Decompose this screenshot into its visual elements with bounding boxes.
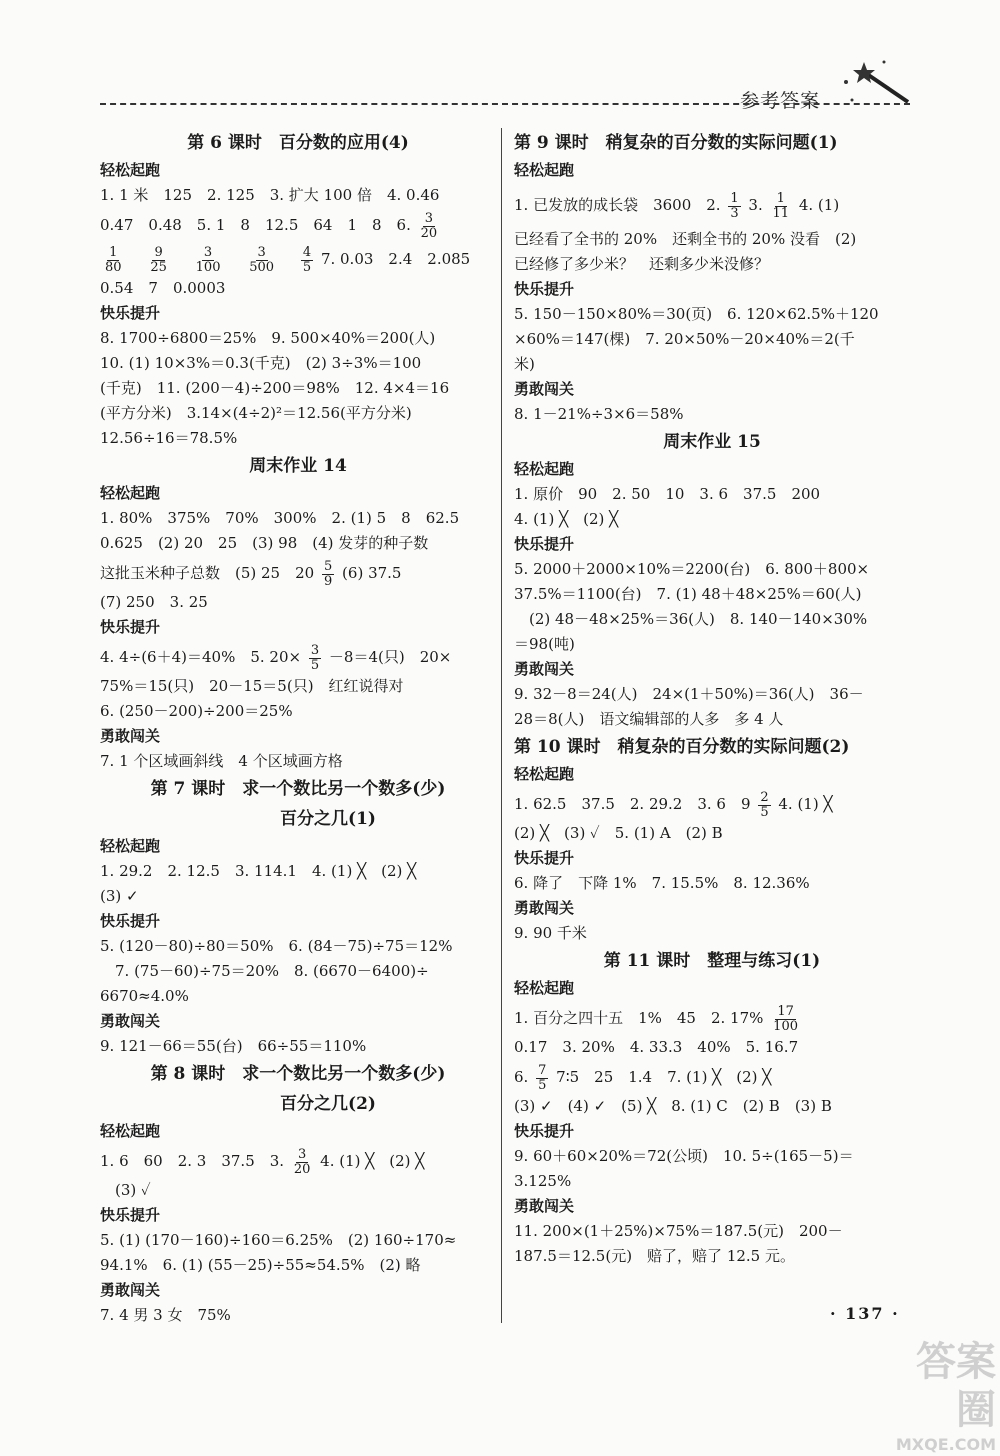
left-column bbox=[100, 128, 496, 1328]
answer-line: 0.17 3. 20% 4. 33.3 40% 5. 16.7 bbox=[514, 1038, 799, 1056]
answer-line: (2) 48－48×25%＝36(人) 8. 140－140×30% bbox=[514, 610, 868, 628]
heading-easy-start: 轻松起跑 bbox=[514, 161, 575, 179]
answer-line: 9. 90 千米 bbox=[514, 924, 587, 942]
fraction: $\frac{1}{11}$ bbox=[772, 190, 790, 221]
lesson-6-title: 第 6 课时 百分数的应用(4) bbox=[187, 133, 409, 153]
fraction: $\frac{3}{100}$ bbox=[195, 244, 221, 275]
answer-line: (3) ✓ (4) ✓ (5) ╳ 8. (1) C (2) B (3) B bbox=[514, 1097, 832, 1115]
heading-happy-improve: 快乐提升 bbox=[100, 1206, 161, 1224]
answer-line: 8. 1700÷6800＝25% 9. 500×40%＝200(人) bbox=[100, 329, 436, 347]
heading-easy-start: 轻松起跑 bbox=[514, 765, 575, 783]
answer-text: 1. 已发放的成长袋 3600 2. bbox=[514, 196, 721, 214]
answer-line: 6. 降了 下降 1% 7. 15.5% 8. 12.36% bbox=[514, 874, 810, 892]
answer-line: 5. 2000＋2000×10%＝2200(台) 6. 800＋800× bbox=[514, 560, 870, 578]
answer-line bbox=[514, 1060, 910, 1094]
answer-line: 8. 1－21%÷3×6＝58% bbox=[514, 405, 684, 423]
answer-line bbox=[514, 183, 910, 227]
answer-line: 9. 121－66＝55(台) 66÷55＝110% bbox=[100, 1037, 367, 1055]
answer-line: 已经修了多少米？ 还剩多少米没修？ bbox=[514, 255, 770, 273]
answer-line: 5. (1) (170－160)÷160＝6.25% (2) 160÷170≈ bbox=[100, 1231, 457, 1249]
answer-line: 94.1% 6. (1) (55－25)÷55≈54.5% (2) 略 bbox=[100, 1256, 421, 1274]
header-label: 参考答案 bbox=[740, 90, 821, 112]
lesson-8-subtitle: 百分之几(2) bbox=[280, 1094, 376, 1114]
answer-line: 4. (1) ╳ (2) ╳ bbox=[514, 510, 619, 528]
fraction: $\frac{17}{100}$ bbox=[773, 1003, 798, 1034]
heading-happy-improve: 快乐提升 bbox=[514, 535, 575, 553]
lesson-7-title: 第 7 课时 求一个数比另一个数多(少) bbox=[150, 779, 446, 799]
fraction: $\frac{3}{5}$ bbox=[310, 642, 320, 673]
heading-easy-start: 轻松起跑 bbox=[100, 1122, 161, 1140]
fraction: $\frac{3}{20}$ bbox=[420, 210, 438, 241]
answer-line: 10. (1) 10×3%＝0.3(千克) (2) 3÷3%＝100 bbox=[100, 354, 422, 372]
answer-line: 0.54 7 0.0003 bbox=[100, 279, 226, 297]
answer-text: 4. (1) ╳ bbox=[778, 795, 833, 813]
answer-line: ×60%＝147(棵) 7. 20×50%－20×40%＝2(千 bbox=[514, 330, 855, 348]
heading-happy-improve: 快乐提升 bbox=[100, 618, 161, 636]
heading-easy-start: 轻松起跑 bbox=[100, 484, 161, 502]
answer-line: 1. 1 米 125 2. 125 3. 扩大 100 倍 4. 0.46 bbox=[100, 186, 440, 204]
answer-line: 已经看了全书的 20% 还剩全书的 20% 没看 (2) bbox=[514, 230, 857, 248]
answer-line bbox=[100, 556, 496, 590]
weekend-15-section bbox=[514, 427, 910, 732]
heading-happy-improve: 快乐提升 bbox=[514, 1122, 575, 1140]
answer-line: 1. 29.2 2. 12.5 3. 114.1 4. (1) ╳ (2) ╳ bbox=[100, 862, 417, 880]
lesson-9-title: 第 9 课时 稍复杂的百分数的实际问题(1) bbox=[514, 133, 838, 153]
fraction: $\frac{3}{500}$ bbox=[249, 244, 275, 275]
page-number: · 137 · bbox=[830, 1304, 900, 1323]
answer-line bbox=[100, 242, 496, 276]
weekend-14-title: 周末作业 14 bbox=[249, 456, 347, 476]
answer-line: 5. 150－150×80%＝30(页) 6. 120×62.5%＋120 bbox=[514, 305, 879, 323]
answer-line: 6. (250－200)÷200＝25% bbox=[100, 702, 293, 720]
answer-text: 0.47 0.48 5. 1 8 12.5 64 1 8 6. bbox=[100, 216, 411, 234]
answer-line: 28＝8(人) 语文编辑部的人多 多 4 人 bbox=[514, 710, 784, 728]
answer-text: 4. 4÷(6＋4)＝40% 5. 20× bbox=[100, 648, 302, 666]
heading-happy-improve: 快乐提升 bbox=[514, 849, 575, 867]
fraction: $\frac{1}{3}$ bbox=[730, 190, 739, 221]
answer-text: 1. 百分之四十五 1% 45 2. 17% bbox=[514, 1009, 764, 1027]
answer-line: (3) ✓ bbox=[100, 887, 139, 905]
lesson-8-title: 第 8 课时 求一个数比另一个数多(少) bbox=[150, 1064, 446, 1084]
answer-text: 3. bbox=[748, 196, 763, 214]
answer-line: (7) 250 3. 25 bbox=[100, 593, 208, 611]
answer-line: 187.5＝12.5(元) 赔了，赔了 12.5 元。 bbox=[514, 1247, 795, 1265]
answer-line: 9. 60＋60×20%＝72(公顷) 10. 5÷(165－5)＝ bbox=[514, 1147, 854, 1165]
heading-happy-improve: 快乐提升 bbox=[100, 304, 161, 322]
answer-line bbox=[514, 1001, 910, 1035]
heading-brave-challenge: 勇敢闯关 bbox=[100, 727, 161, 745]
heading-happy-improve: 快乐提升 bbox=[100, 912, 161, 930]
answer-text: 7. 0.03 2.4 2.085 bbox=[320, 250, 471, 268]
fraction: $\frac{5}{9}$ bbox=[323, 558, 333, 589]
lesson-8-section bbox=[100, 1059, 496, 1328]
answer-line: 12.56÷16＝78.5% bbox=[100, 429, 238, 447]
lesson-11-title: 第 11 课时 整理与练习(1) bbox=[603, 951, 821, 971]
answer-text: 这批玉米种子总数 (5) 25 20 bbox=[100, 564, 315, 582]
heading-brave-challenge: 勇敢闯关 bbox=[514, 1197, 575, 1215]
answer-line: 7. 1 个区域画斜线 4 个区域画方格 bbox=[100, 752, 343, 770]
answer-line: 7. 4 男 3 女 75% bbox=[100, 1306, 231, 1324]
answer-text: －8＝4(只) 20× bbox=[328, 648, 452, 666]
watermark bbox=[878, 1338, 996, 1454]
answer-line: 0.625 (2) 20 25 (3) 98 (4) 发芽的种子数 bbox=[100, 534, 429, 552]
lesson-7-subtitle: 百分之几(1) bbox=[280, 809, 376, 829]
answer-line: ＝98(吨) bbox=[514, 635, 575, 653]
answer-line: 37.5%＝1100(台) 7. (1) 48＋48×25%＝60(人) bbox=[514, 585, 862, 603]
heading-easy-start: 轻松起跑 bbox=[100, 161, 161, 179]
heading-easy-start: 轻松起跑 bbox=[514, 460, 575, 478]
answer-text: 4. (1) bbox=[798, 196, 840, 214]
answer-line bbox=[100, 1144, 496, 1178]
answer-text: 1. 62.5 37.5 2. 29.2 3. 6 9 bbox=[514, 795, 751, 813]
fraction: $\frac{1}{80}$ bbox=[105, 244, 122, 275]
heading-brave-challenge: 勇敢闯关 bbox=[100, 1012, 161, 1030]
watermark-logo: 答案圈 bbox=[916, 1339, 996, 1433]
header-divider bbox=[100, 103, 910, 105]
answer-line: 3.125% bbox=[514, 1172, 572, 1190]
answer-line: 1. 80% 375% 70% 300% 2. (1) 5 8 62.5 bbox=[100, 509, 460, 527]
lesson-9-section bbox=[514, 128, 910, 427]
answer-line: (千克) 11. (200－4)÷200＝98% 12. 4×4＝16 bbox=[100, 379, 450, 397]
answer-text: 4. (1) ╳ (2) ╳ bbox=[320, 1152, 425, 1170]
answer-line: 75%＝15(只) 20－15＝5(只) 红红说得对 bbox=[100, 677, 404, 695]
heading-easy-start: 轻松起跑 bbox=[100, 837, 161, 855]
answer-line: 7. (75－60)÷75＝20% 8. (6670－6400)÷ bbox=[100, 962, 429, 980]
answer-line: (3) ✓ bbox=[100, 1181, 151, 1199]
answer-text: 1. 6 60 2. 3 37.5 3. bbox=[100, 1152, 285, 1170]
fraction: $\frac{2}{5}$ bbox=[760, 789, 769, 820]
heading-happy-improve: 快乐提升 bbox=[514, 280, 575, 298]
weekend-15-title: 周末作业 15 bbox=[663, 432, 761, 452]
answer-text: (6) 37.5 bbox=[342, 564, 402, 582]
watermark-url: MXQE.COM bbox=[895, 1435, 996, 1454]
heading-brave-challenge: 勇敢闯关 bbox=[100, 1281, 161, 1299]
heading-brave-challenge: 勇敢闯关 bbox=[514, 899, 575, 917]
heading-brave-challenge: 勇敢闯关 bbox=[514, 380, 575, 398]
heading-easy-start: 轻松起跑 bbox=[514, 979, 575, 997]
answer-text: 7∶5 25 1.4 7. (1) ╳ (2) ╳ bbox=[556, 1068, 772, 1086]
fraction: $\frac{4}{5}$ bbox=[302, 244, 312, 275]
lesson-10-section bbox=[514, 732, 910, 946]
fraction: $\frac{3}{20}$ bbox=[293, 1146, 311, 1177]
answer-line: (2) ╳ (3) ✓ 5. (1) A (2) B bbox=[514, 824, 723, 842]
fraction: $\frac{7}{5}$ bbox=[538, 1062, 547, 1093]
weekend-14-section bbox=[100, 451, 496, 774]
fraction: $\frac{9}{25}$ bbox=[150, 244, 167, 275]
lesson-11-section bbox=[514, 946, 910, 1269]
heading-brave-challenge: 勇敢闯关 bbox=[514, 660, 575, 678]
answer-line: 1. 原价 90 2. 50 10 3. 6 37.5 200 bbox=[514, 485, 821, 503]
answer-line: 5. (120－80)÷80＝50% 6. (84－75)÷75＝12% bbox=[100, 937, 453, 955]
answer-line: 9. 32－8＝24(人) 24×(1＋50%)＝36(人) 36－ bbox=[514, 685, 864, 703]
answer-line bbox=[514, 787, 910, 821]
column-divider bbox=[501, 128, 502, 1323]
answer-line bbox=[100, 640, 496, 674]
answer-line: 11. 200×(1＋25%)×75%＝187.5(元) 200－ bbox=[514, 1222, 843, 1240]
lesson-6-section bbox=[100, 128, 496, 451]
answer-text: 6. bbox=[514, 1068, 529, 1086]
answer-line: 米) bbox=[514, 355, 535, 373]
answer-line: 6670≈4.0% bbox=[100, 987, 189, 1005]
lesson-7-section bbox=[100, 774, 496, 1059]
answer-line: (平方分米) 3.14×(4÷2)²＝12.56(平方分米) bbox=[100, 404, 412, 422]
answer-line bbox=[100, 208, 496, 242]
right-column bbox=[514, 128, 910, 1269]
lesson-10-title: 第 10 课时 稍复杂的百分数的实际问题(2) bbox=[514, 737, 850, 757]
